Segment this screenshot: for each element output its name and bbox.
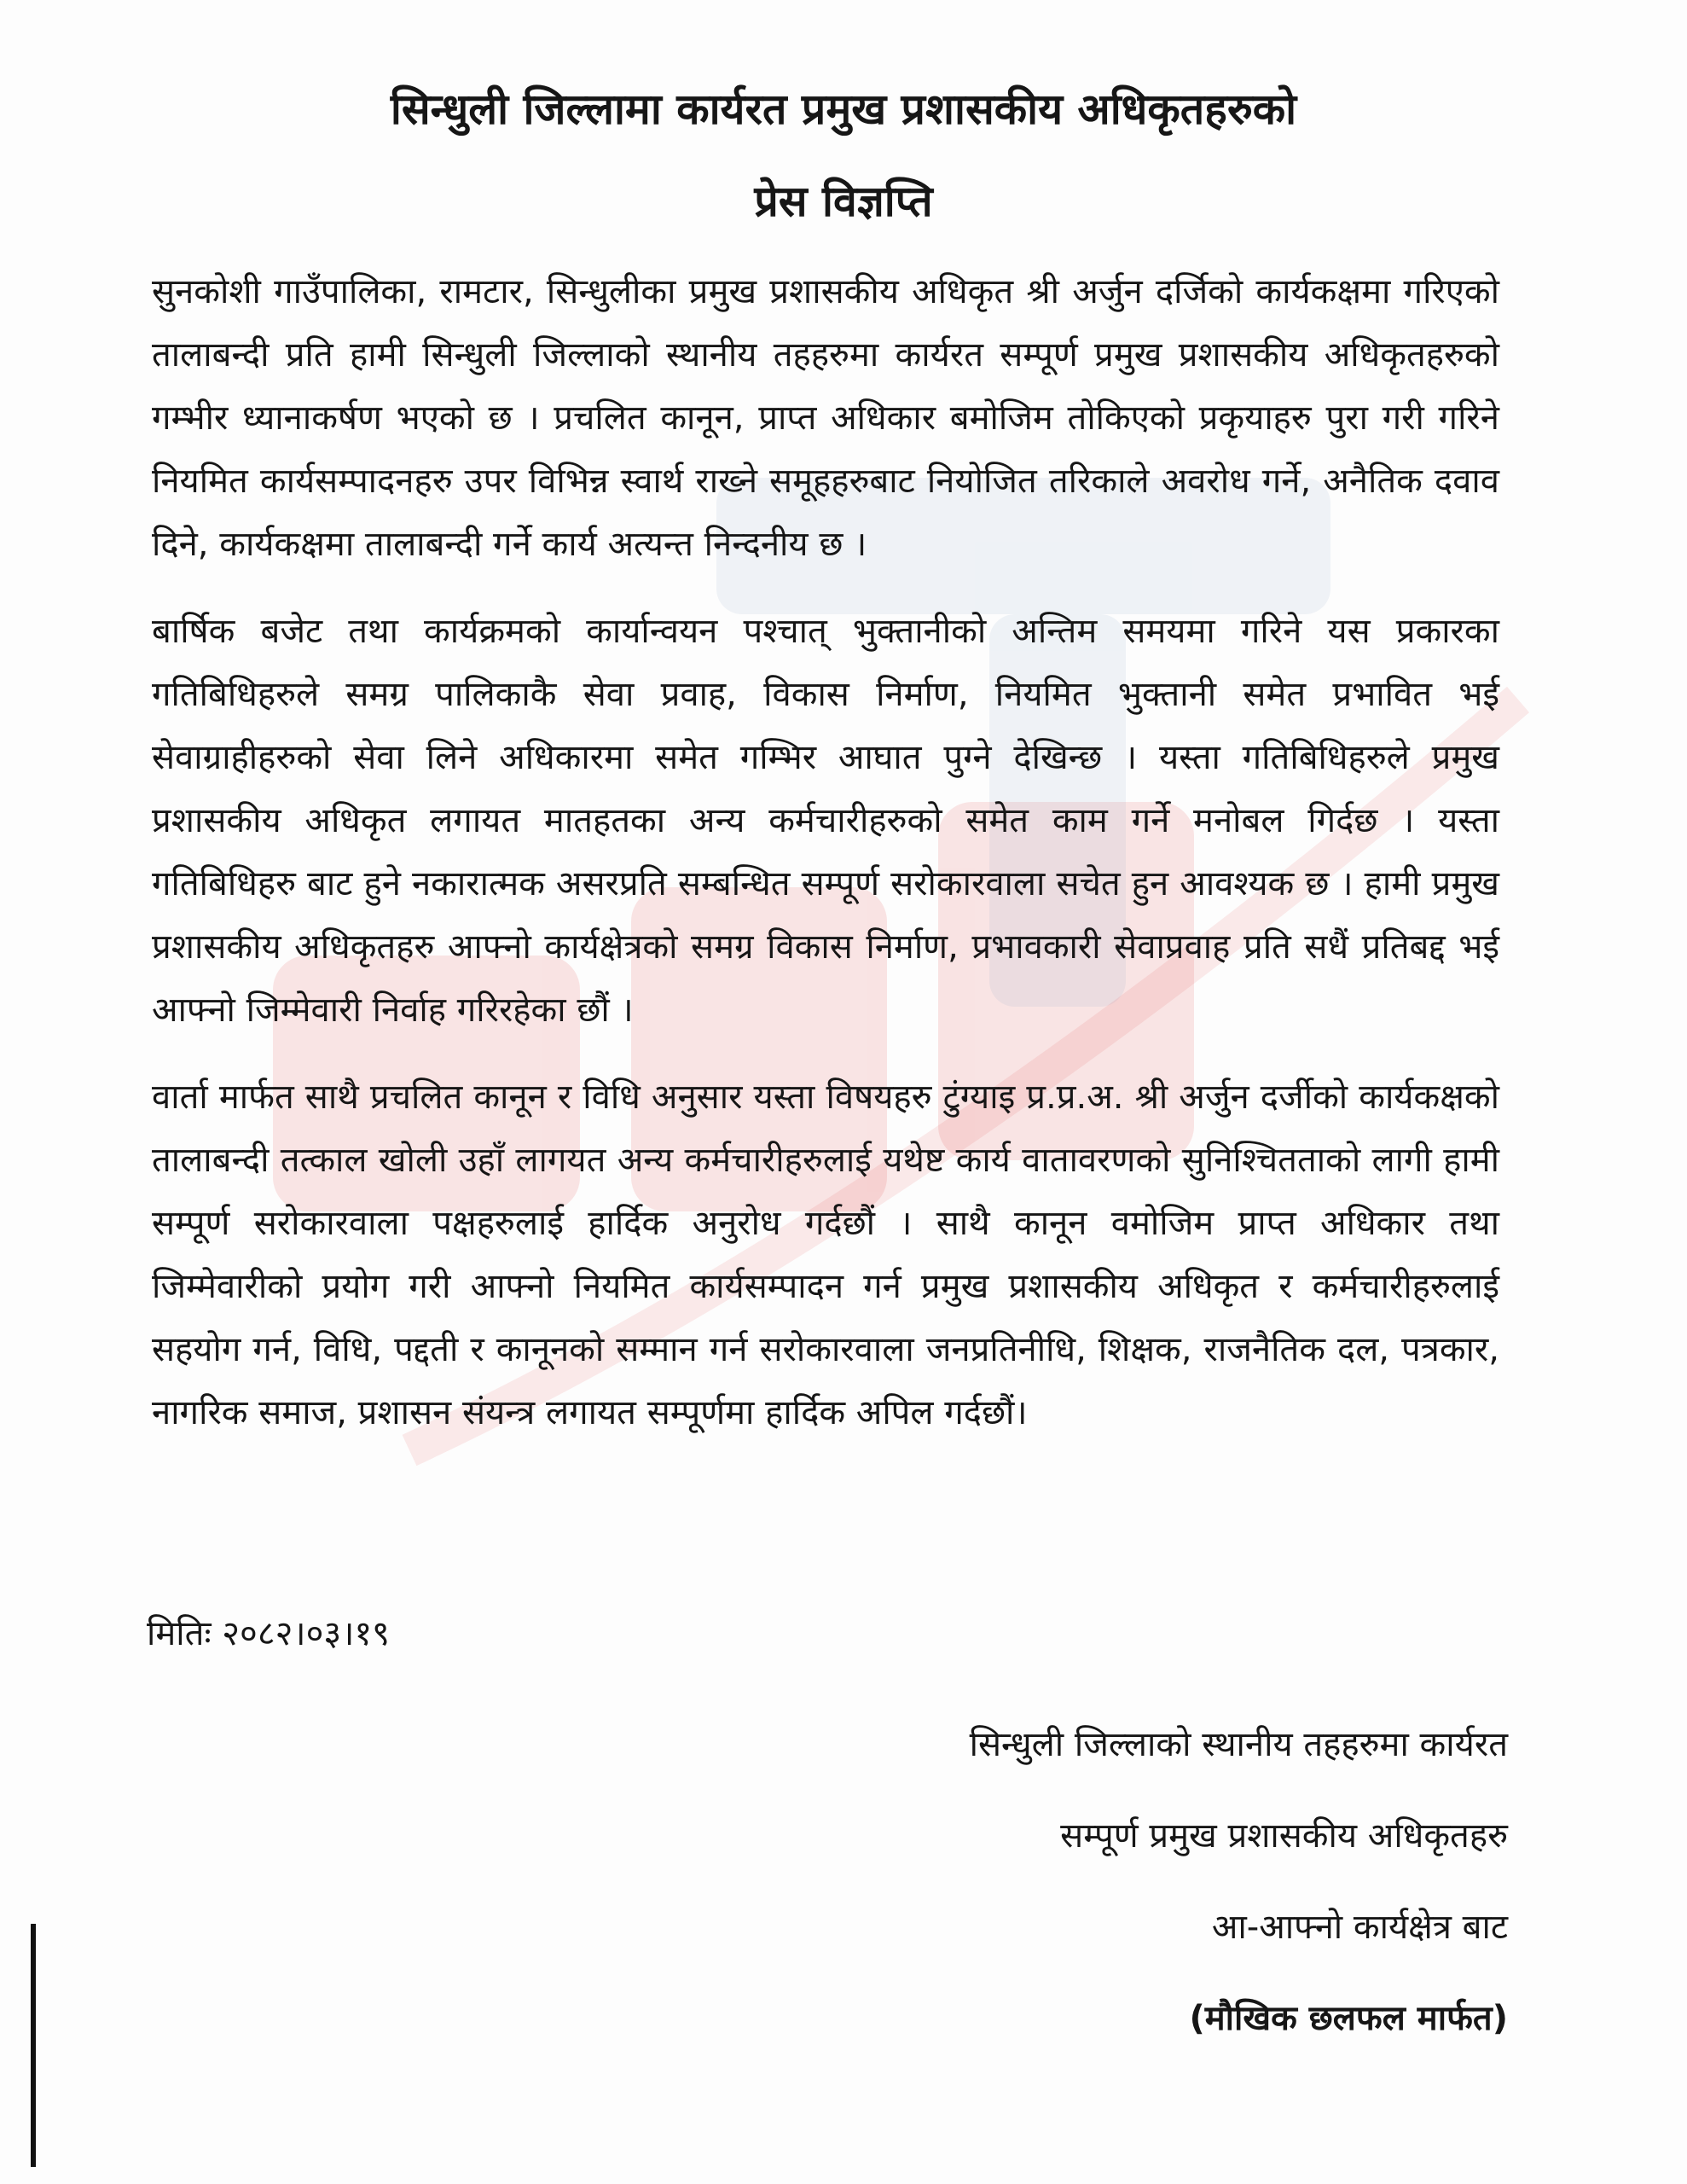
press-release-heading: प्रेस विज्ञप्ति	[754, 177, 933, 226]
paragraph-2: बार्षिक बजेट तथा कार्यक्रमको कार्यान्वयन पश्चात् भुक्तानीको अन्तिम समयमा गरिने यस प्रकारका गतिबिधिहरुले समग्र पालिकाकै सेवा प्रवाह, विकास निर्माण, नियमित भुक्तानी समेत प्रभावित भई सेवाग्राहीहरुको सेवा लिने अधिकारमा समेत गम्भिर आघात पुग्ने देखिन्छ । यस्ता गतिबिधिहरुले प्रमुख प्रशासकीय अधिकृत लगायत मातहतका अन्य कर्मचारीहरुको समेत काम गर्ने मनोबल गिर्दछ । यस्ता गतिबिधिहरु बाट हुने नकारात्मक असरप्रति सम्बन्धित सम्पूर्ण सरोकारवाला सचेत हुन आवश्यक छ । हामी प्रमुख प्रशासकीय अधिकृतहरु आफ्नो कार्यक्षेत्रको समग्र विकास निर्माण, प्रभावकारी सेवाप्रवाह प्रति सधैं प्रतिबद्द भई आफ्नो जिम्मेवारी निर्वाह गरिरहेका छौं ।	[152, 612, 1499, 1030]
signature-line-4: (मौखिक छलफल मार्फत)	[1189, 1999, 1508, 2038]
press-release-body	[152, 260, 1499, 1468]
page-title: सिन्धुली जिल्लामा कार्यरत प्रमुख प्रशासकीय अधिकृतहरुको	[390, 84, 1297, 134]
paragraph-1: सुनकोशी गाउँपालिका, रामटार, सिन्धुलीका प्रमुख प्रशासकीय अधिकृत श्री अर्जुन दर्जिको कार्यकक्षमा गरिएको तालाबन्दी प्रति हामी सिन्धुली जिल्लाको स्थानीय तहहरुमा कार्यरत सम्पूर्ण प्रमुख प्रशासकीय अधिकृतहरुको गम्भीर ध्यानाकर्षण भएको छ । प्रचलित कानून, प्राप्त अधिकार बमोजिम तोकिएको प्रकृयाहरु पुरा गरी गरिने नियमित कार्यसम्पादनहरु उपर विभिन्न स्वार्थ राख्ने समूहहरुबाट नियोजित तरिकाले अवरोध गर्ने, अनैतिक दवाव दिने, कार्यकक्षमा तालाबन्दी गर्ने कार्य अत्यन्त निन्दनीय छ ।	[152, 272, 1500, 564]
signature-line-2: सम्पूर्ण प्रमुख प्रशासकीय अधिकृतहरु	[1060, 1816, 1508, 1856]
signature-block	[655, 1699, 1508, 2065]
signature-line-1: सिन्धुली जिल्लाको स्थानीय तहहरुमा कार्यरत	[969, 1725, 1508, 1764]
scan-edge-mark	[31, 1924, 36, 2167]
document-date: मितिः २०८२।०३।१९	[147, 1614, 390, 1653]
signature-line-3: आ-आफ्नो कार्यक्षेत्र बाट	[1211, 1908, 1508, 1947]
paragraph-3: वार्ता मार्फत साथै प्रचलित कानून र विधि अनुसार यस्ता विषयहरु टुंग्याइ प्र.प्र.अ. श्री अर्जुन दर्जीको कार्यकक्षको तालाबन्दी तत्काल खोली उहाँ लागयत अन्य कर्मचारीहरुलाई यथेष्ट कार्य वातावरणको सुनिश्चितताको लागी हामी सम्पूर्ण सरोकारवाला पक्षहरुलाई हार्दिक अनुरोध गर्दछौं । साथै कानून वमोजिम प्राप्त अधिकार तथा जिम्मेवारीको प्रयोग गरी आफ्नो नियमित कार्यसम्पादन गर्न प्रमुख प्रशासकीय अधिकृत र कर्मचारीहरुलाई सहयोग गर्न, विधि, पद्दती र कानूनको सम्मान गर्न सरोकारवाला जनप्रतिनीधि, शिक्षक, राजनैतिक दल, पत्रकार, नागरिक समाज, प्रशासन संयन्त्र लगायत सम्पूर्णमा हार्दिक अपिल गर्दछौं।	[152, 1077, 1499, 1432]
